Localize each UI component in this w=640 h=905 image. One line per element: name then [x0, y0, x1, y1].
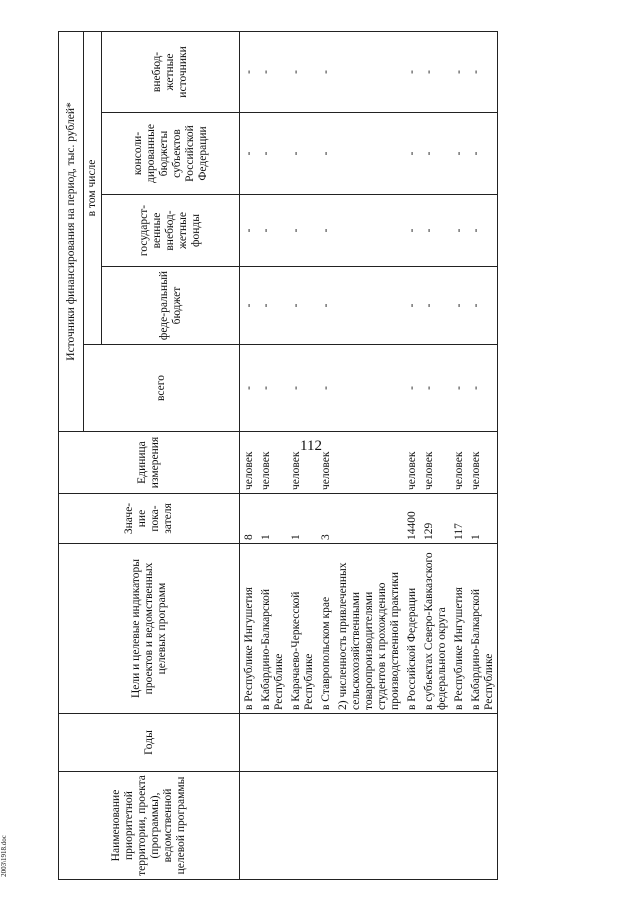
unit-cell: человек	[257, 432, 287, 494]
goal-cell: 2) численность привлеченных сельскохозяйственными товаропроизводителями студентов к прохождению производственной практики	[334, 544, 403, 714]
federal-cell: -	[240, 267, 258, 345]
total-cell	[334, 345, 403, 432]
extra-cell: -	[403, 31, 420, 112]
col-incl-header: в том числе	[84, 31, 102, 344]
federal-cell: -	[450, 267, 467, 345]
extra-cell: -	[257, 31, 287, 112]
table-row	[467, 31, 498, 879]
goal-cell: в Карачаево-Черкесской Республике	[287, 544, 317, 714]
table-row	[420, 31, 450, 879]
extra-cell: -	[240, 31, 258, 112]
extra-cell: -	[467, 31, 498, 112]
total-cell: -	[240, 345, 258, 432]
funds-cell: -	[317, 195, 334, 267]
regional-cell: -	[240, 113, 258, 195]
value-cell: 129	[420, 494, 450, 544]
funds-cell: -	[257, 195, 287, 267]
extra-cell: -	[287, 31, 317, 112]
extra-cell	[334, 31, 403, 112]
federal-cell: -	[403, 267, 420, 345]
total-cell: -	[467, 345, 498, 432]
col-value-header: Значе-ние пока-зателя	[59, 494, 240, 544]
regional-cell: -	[467, 113, 498, 195]
goal-cell: в Республике Ингушетия	[450, 544, 467, 714]
file-code: 2003\1918.doc	[0, 835, 8, 877]
table-row	[257, 31, 287, 879]
unit-cell	[334, 432, 403, 494]
goal-cell: в субъектах Северо-Кавказского федерального округа	[420, 544, 450, 714]
table-row	[287, 31, 317, 879]
extra-cell: -	[450, 31, 467, 112]
value-cell	[334, 494, 403, 544]
total-cell: -	[257, 345, 287, 432]
table-row	[240, 31, 258, 879]
funds-cell: -	[403, 195, 420, 267]
total-cell: -	[317, 345, 334, 432]
regional-cell: -	[257, 113, 287, 195]
regional-cell	[334, 113, 403, 195]
unit-cell: человек	[450, 432, 467, 494]
total-cell: -	[403, 345, 420, 432]
table-row	[450, 31, 467, 879]
total-cell: -	[420, 345, 450, 432]
financing-table	[58, 31, 498, 880]
federal-cell: -	[257, 267, 287, 345]
col-unit-header: Единица измерения	[59, 432, 240, 494]
funds-cell: -	[450, 195, 467, 267]
value-cell: 1	[467, 494, 498, 544]
total-cell: -	[450, 345, 467, 432]
goal-cell: в Российской Федерации	[403, 544, 420, 714]
page-number: 112	[300, 438, 322, 454]
value-cell: 8	[240, 494, 258, 544]
federal-cell: -	[317, 267, 334, 345]
federal-cell: -	[467, 267, 498, 345]
unit-cell: человек	[287, 432, 317, 494]
unit-cell: человек	[317, 432, 334, 494]
extra-cell: -	[420, 31, 450, 112]
value-cell: 117	[450, 494, 467, 544]
funds-cell: -	[420, 195, 450, 267]
goal-cell: в Ставропольском крае	[317, 544, 334, 714]
col-funds-header: государст-венные внебюд-жетные фонды	[102, 195, 240, 267]
funds-cell: -	[240, 195, 258, 267]
unit-cell: человек	[240, 432, 258, 494]
funds-cell	[334, 195, 403, 267]
unit-cell: человек	[467, 432, 498, 494]
rotated-table-wrapper	[58, 32, 586, 880]
value-cell: 1	[287, 494, 317, 544]
federal-cell	[334, 267, 403, 345]
col-sources-header: Источники финансирования на период, тыс. рублей*	[59, 31, 84, 431]
regional-cell: -	[317, 113, 334, 195]
col-extra-header: внебюд-жетные источники	[102, 31, 240, 112]
table-row	[334, 31, 403, 879]
federal-cell: -	[287, 267, 317, 345]
goal-cell: в Кабардино-Балкарской Республике	[257, 544, 287, 714]
table-row	[403, 31, 420, 879]
funds-cell: -	[467, 195, 498, 267]
value-cell: 14400	[403, 494, 420, 544]
regional-cell: -	[450, 113, 467, 195]
extra-cell: -	[317, 31, 334, 112]
col-total-header: всего	[84, 345, 240, 432]
federal-cell: -	[420, 267, 450, 345]
funds-cell: -	[287, 195, 317, 267]
col-regional-header: консоли-дированные бюджеты субъектов Российской Федерации	[102, 113, 240, 195]
goal-cell: в Кабардино-Балкарской Республике	[467, 544, 498, 714]
col-federal-header: феде-ральный бюджет	[102, 267, 240, 345]
table-row	[317, 31, 334, 879]
regional-cell: -	[403, 113, 420, 195]
total-cell: -	[287, 345, 317, 432]
regional-cell: -	[287, 113, 317, 195]
unit-cell: человек	[420, 432, 450, 494]
value-cell: 1	[257, 494, 287, 544]
col-goals-header: Цели и целевые индикаторы проектов и ведомственных целевых программ	[59, 544, 240, 714]
col-years-header: Годы	[59, 714, 240, 772]
regional-cell: -	[420, 113, 450, 195]
goal-cell: в Республике Ингушетия	[240, 544, 258, 714]
col-name-header: Наименование приоритетной территории, проекта (программы), ведомственной целевой программы	[59, 772, 240, 880]
value-cell: 3	[317, 494, 334, 544]
unit-cell: человек	[403, 432, 420, 494]
